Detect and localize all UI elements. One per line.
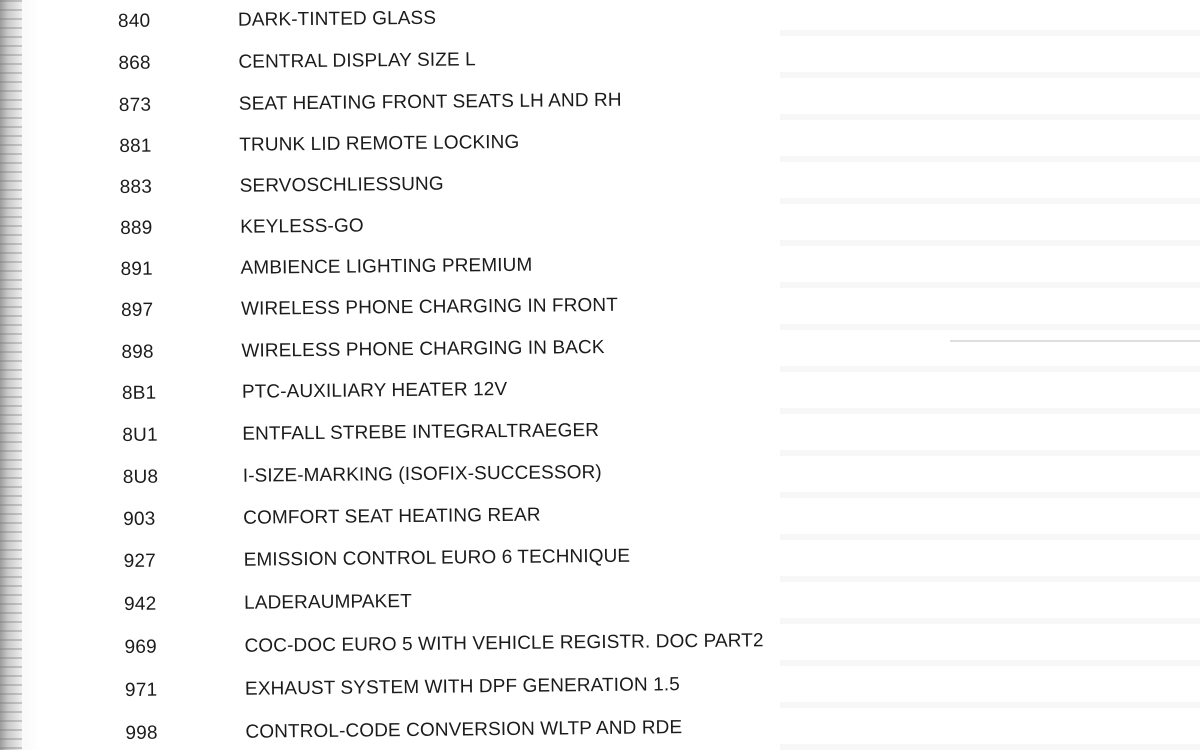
list-item: [1, 127, 901, 160]
option-description: COC-DOC EURO 5 WITH VEHICLE REGISTR. DOC PART2: [244, 630, 764, 657]
list-item: [0, 44, 900, 77]
option-description: ENTFALL STREBE INTEGRALTRAEGER: [242, 420, 600, 445]
list-item: [4, 416, 904, 449]
list-item: [5, 500, 905, 533]
option-code: 998: [125, 722, 158, 744]
option-code: 969: [124, 636, 157, 658]
option-description: LADERAUMPAKET: [243, 590, 412, 614]
option-description: WIRELESS PHONE CHARGING IN BACK: [241, 336, 605, 362]
option-code: 942: [123, 593, 157, 615]
option-code: 8U8: [122, 466, 159, 488]
list-item: [5, 458, 905, 491]
option-description: WIRELESS PHONE CHARGING IN FRONT: [240, 294, 619, 320]
list-item: [6, 542, 906, 575]
option-description: DARK-TINTED GLASS: [237, 7, 437, 31]
option-code: 840: [117, 10, 151, 33]
option-description: CONTROL-CODE CONVERSION WLTP AND RDE: [245, 717, 683, 743]
option-code: 881: [119, 135, 152, 158]
option-description: I-SIZE-MARKING (ISOFIX-SUCCESSOR): [242, 461, 602, 487]
list-item: [7, 714, 907, 747]
list-item: [0, 2, 900, 35]
option-code: 883: [119, 176, 153, 199]
option-description: KEYLESS-GO: [240, 215, 364, 238]
list-item: [3, 333, 903, 366]
option-description: CENTRAL DISPLAY SIZE L: [238, 49, 476, 73]
option-code: 891: [120, 258, 154, 281]
option-description: SERVOSCHLIESSUNG: [239, 173, 444, 197]
list-item: [6, 585, 906, 618]
option-code: 889: [120, 217, 153, 240]
option-code: 8U1: [122, 424, 158, 446]
option-code: 898: [121, 341, 154, 364]
option-description: PTC-AUXILIARY HEATER 12V: [241, 378, 508, 403]
list-item: [3, 291, 903, 324]
list-item: [2, 250, 902, 283]
list-item: [1, 86, 901, 119]
option-description: EMISSION CONTROL EURO 6 TECHNIQUE: [243, 545, 631, 571]
option-code: 971: [124, 679, 158, 701]
list-item: [2, 209, 902, 242]
option-code: 897: [120, 299, 154, 322]
option-description: EXHAUST SYSTEM WITH DPF GENERATION 1.5: [244, 674, 680, 700]
option-description: COMFORT SEAT HEATING REAR: [243, 504, 541, 529]
option-code: 903: [123, 508, 156, 530]
option-code: 8B1: [121, 382, 157, 404]
list-item: [7, 671, 907, 704]
list-item: [4, 374, 904, 407]
option-description: TRUNK LID REMOTE LOCKING: [239, 131, 520, 156]
option-code: 927: [123, 550, 157, 572]
option-description: SEAT HEATING FRONT SEATS LH AND RH: [238, 89, 622, 115]
list-item: [2, 168, 902, 201]
list-item: [6, 628, 906, 661]
option-code: 868: [118, 52, 151, 75]
option-description: AMBIENCE LIGHTING PREMIUM: [240, 254, 533, 279]
option-code: 873: [118, 94, 152, 117]
